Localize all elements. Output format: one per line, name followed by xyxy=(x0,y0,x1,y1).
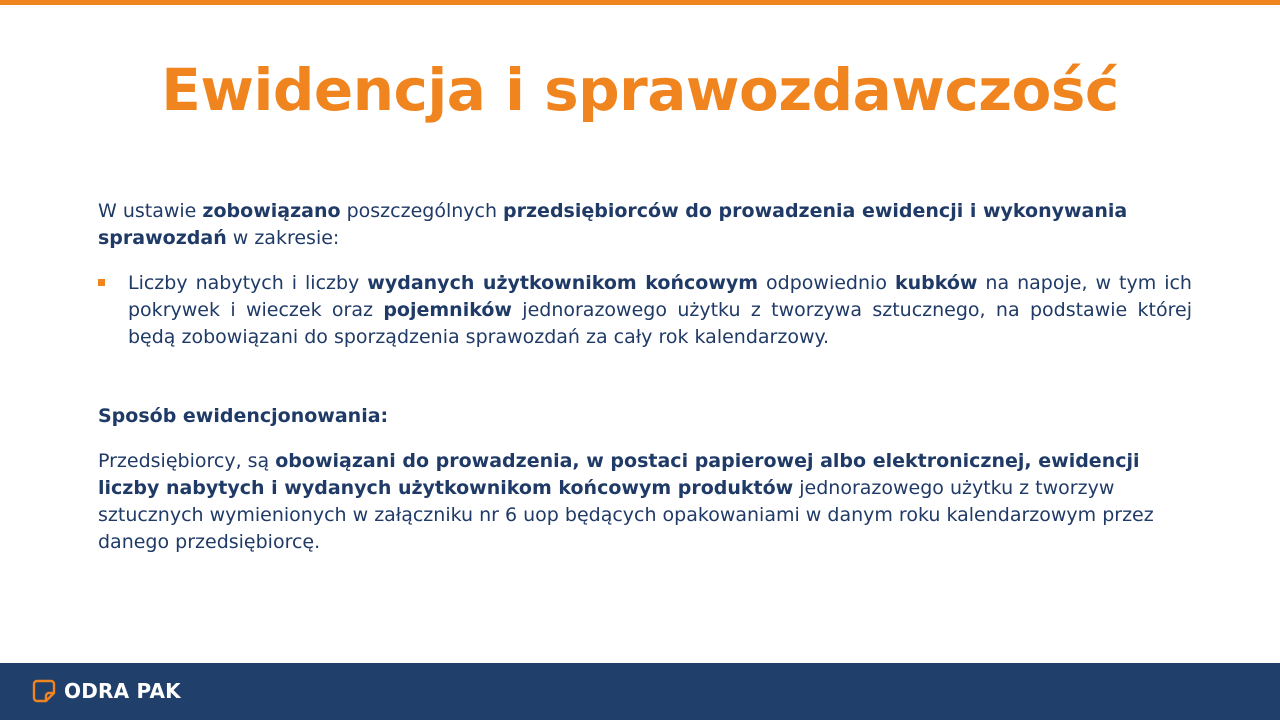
intro-paragraph xyxy=(98,198,1192,252)
bullet-bold-1: wydanych użytkownikom końcowym xyxy=(367,272,759,294)
bullet-text-2: odpowiednio xyxy=(758,272,895,294)
odra-pak-logo-icon xyxy=(32,679,56,703)
bullet-text-1: Liczby nabytych i liczby xyxy=(128,272,368,294)
square-bullet-icon xyxy=(98,279,105,286)
footer-bar xyxy=(0,663,1280,720)
method-paragraph xyxy=(98,448,1192,556)
method-text-2: jednorazowego użytku z tworzyw sztucznych wymienionych w załączniku nr 6 uop będących opakowaniami w danym roku kalendarzowym przez danego przedsiębiorcę. xyxy=(98,477,1154,553)
intro-text-2: poszczególnych xyxy=(340,200,504,222)
bullet-text-3: na napoje, w tym ich pokrywek i wieczek oraz xyxy=(128,272,1192,321)
top-accent-bar xyxy=(0,0,1280,5)
section-heading: Sposób ewidencjonowania: xyxy=(98,405,389,427)
intro-text-3: w zakresie: xyxy=(226,227,340,249)
bullet-bold-3: pojemników xyxy=(383,299,512,321)
bullet-bold-2: kubków xyxy=(894,272,978,294)
slide-content xyxy=(98,198,1192,556)
company-logo xyxy=(32,679,181,703)
bullet-text-4: jednorazowego użytku z tworzywa sztucznego, na podstawie której będą zobowiązani do sporządzenia sprawozdań za cały rok kalendarzowy. xyxy=(128,299,1192,348)
logo-text: ODRA PAK xyxy=(64,679,181,703)
bullet-text xyxy=(128,272,1192,348)
slide-title: Ewidencja i sprawozdawczość xyxy=(161,56,1119,124)
method-bold-1: obowiązani do prowadzenia, w postaci papierowej albo elektronicznej, ewidencji liczby nabytych i wydanych użytkownikom końcowym produktów xyxy=(98,450,1140,499)
intro-bold-2: przedsiębiorców do prowadzenia ewidencji i wykonywania sprawozdań xyxy=(98,200,1128,249)
method-text-1: Przedsiębiorcy, są xyxy=(98,450,276,472)
intro-text-1: W ustawie xyxy=(98,200,203,222)
list-item xyxy=(98,270,1192,351)
bullet-list xyxy=(98,270,1192,351)
intro-bold-1: zobowiązano xyxy=(202,200,341,222)
